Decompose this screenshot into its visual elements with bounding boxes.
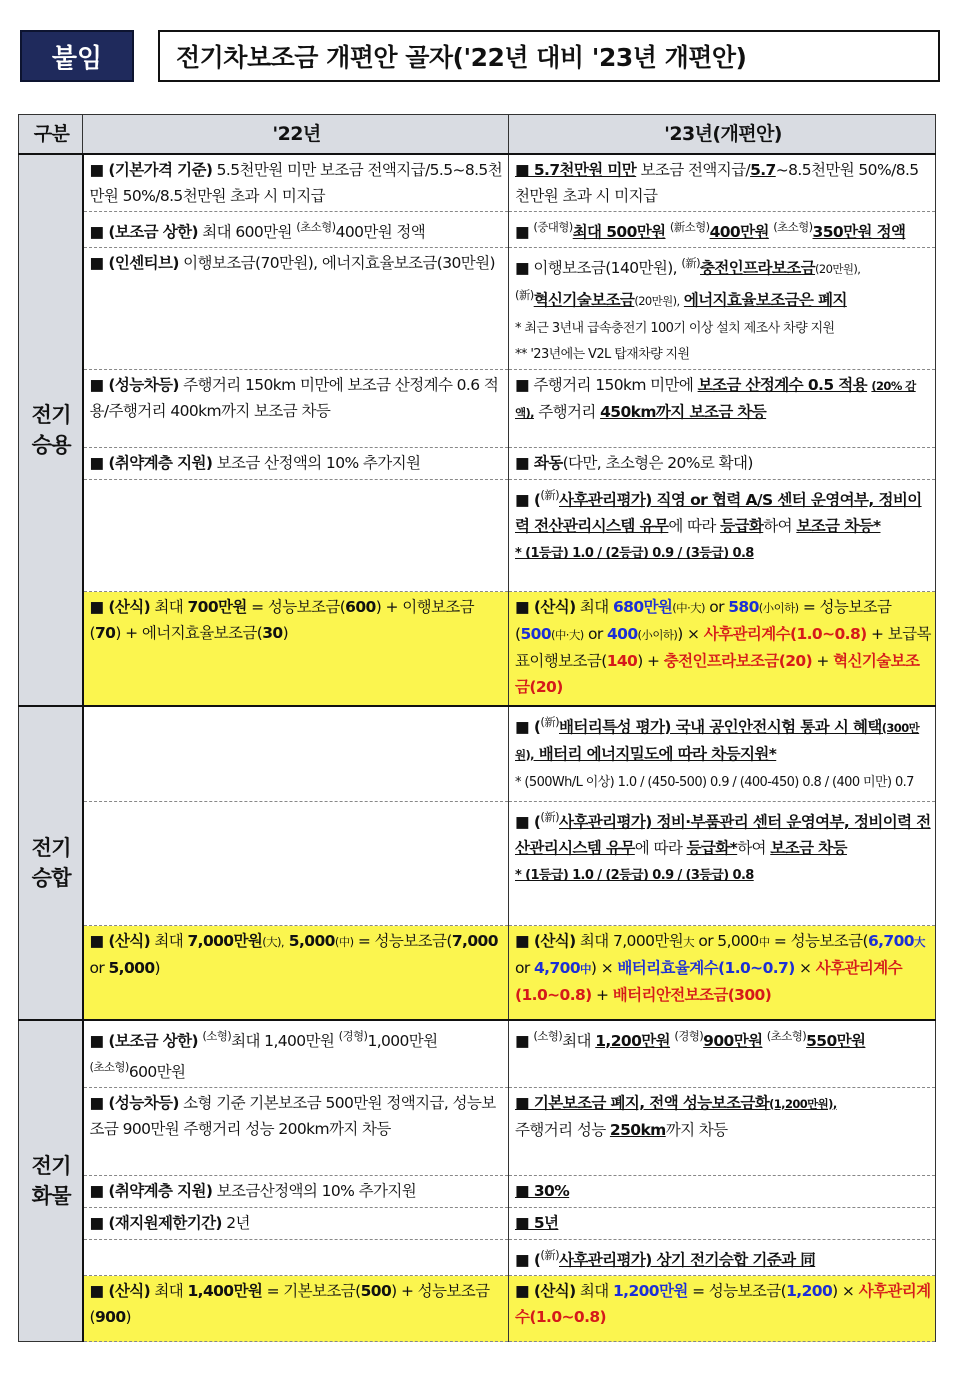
cell-23-vulnerable: ■ 좌동(다만, 초소형은 20%로 확대): [509, 448, 936, 480]
table-row: [19, 1020, 936, 1088]
cell-22-vulnerable: ■ (취약계층 지원) 보조금산정액의 10% 추가지원: [83, 1175, 509, 1207]
cell-22-incentive: ■ (인센티브) 이행보조금(70만원), 에너지효율보조금(30만원): [83, 248, 509, 370]
col-header-2022: '22년: [83, 115, 509, 155]
note-grade: * (1등급) 1.0 / (2등급) 0.9 / (3등급) 0.8: [515, 546, 754, 562]
cell-23-aftercare: ■ ($^{(新)}$사후관리평가) 정비·부품관리 센터 운영여부, 정비이력 전산관리시스템 유무에 따라 등급화*하여 보조금 차등 * (1등급) 1.0 / (2등급) 0.9 / (3등급) 0.8: [509, 802, 936, 926]
subsidy-comparison-table: [18, 114, 936, 1342]
table-row: [19, 448, 936, 480]
table-row: [19, 1175, 936, 1207]
cell-22-formula: ■ (산식) 최대 700만원 = 성능보조금(600) + 이행보조금(70) + 에너지효율보조금(30): [83, 592, 509, 706]
cell-22-formula: ■ (산식) 최대 1,400만원 = 기본보조금(500) + 성능보조금(900): [83, 1276, 509, 1342]
col-header-2023: '23년(개편안): [509, 115, 936, 155]
cell-23-performance: ■ 주행거리 150km 미만에 보조금 산정계수 0.5 적용 (20% 감액), 주행거리 450km까지 보조금 차등: [509, 370, 936, 448]
group-label-truck: 전기 화물: [19, 1020, 83, 1342]
document-header: [20, 30, 940, 84]
col-header-category: 구분: [19, 115, 83, 155]
cell-23-subsidy-cap: ■ $^{(중대형)}$최대 500만원 $^{(新소형)}$400만원 $^{(초소형)}$350만원 정액: [509, 212, 936, 248]
table-row: [19, 1239, 936, 1275]
cell-23-vulnerable: ■ 30%: [509, 1175, 936, 1207]
cell-23-subsidy-cap: ■ $^{(소형)}$최대 1,200만원 $^{(경형)}$900만원 $^{(초소형)}$550만원: [509, 1020, 936, 1088]
cell-23-formula: ■ (산식) 최대 1,200만원 = 성능보조금(1,200) × 사후관리계수(1.0~0.8): [509, 1276, 936, 1342]
cell-23-performance: ■ 기본보조금 폐지, 전액 성능보조금화(1,200만원), 주행거리 성능 250km까지 차등: [509, 1087, 936, 1175]
cell-22-performance: ■ (성능차등) 소형 기준 기본보조금 500만원 정액지급, 성능보조금 900만원 주행거리 성능 200km까지 차등: [83, 1087, 509, 1175]
table-row: [19, 370, 936, 448]
table-row: [19, 802, 936, 926]
group-label-van: 전기 승합: [19, 706, 83, 1020]
cell-23-incentive: ■ 이행보조금(140만원), $^{(新)}$충전인프라보조금(20만원), $^{(新)}$혁신기술보조금(20만원), 에너지효율보조금은 폐지 * 최근 3년내 급속충전기 100기 이상 설치 제조사 차량 지원 ** '23년에는 V2L 탑재차량 지원: [509, 248, 936, 370]
cell-23-formula: ■ (산식) 최대 680만원(中·大) or 580(小이하) = 성능보조금(500(中·大) or 400(小이하)) × 사후관리계수(1.0~0.8) + 보급목표이행보조금(140) + 충전인프라보조금(20) + 혁신기술보조금(20): [509, 592, 936, 706]
cell-22-vulnerable: ■ (취약계층 지원) 보조금 산정액의 10% 추가지원: [83, 448, 509, 480]
cell-23-aftercare: ■ ($^{(新)}$사후관리평가) 상기 전기승합 기준과 同: [509, 1239, 936, 1275]
cell-22-performance: ■ (성능차등) 주행거리 150km 미만에 보조금 산정계수 0.6 적용/주행거리 400km까지 보조금 차등: [83, 370, 509, 448]
table-row: [19, 154, 936, 212]
group-label-passenger: 전기 승용: [19, 154, 83, 706]
table-row: [19, 1087, 936, 1175]
attachment-tag: 붙임: [20, 30, 134, 82]
cell-23-base-price: ■ 5.7천만원 미만 보조금 전액지급/5.7~8.5천만원 50%/8.5천만원 초과 시 미지급: [509, 154, 936, 212]
table-row: [19, 706, 936, 802]
cell-23-formula: ■ (산식) 최대 7,000만원大 or 5,000中 = 성능보조금(6,700大 or 4,700中) × 배터리효율계수(1.0~0.7) × 사후관리계수(1.0~0.8) + 배터리안전보조금(300): [509, 926, 936, 1020]
cell-22-subsidy-cap: ■ (보조금 상한) 최대 600만원 $^{(초소형)}$400만원 정액: [83, 212, 509, 248]
note-energy-density: * (500Wh/L 이상) 1.0 / (450-500) 0.9 / (400-450) 0.8 / (400 미만) 0.7: [515, 774, 914, 790]
cell-22-empty: [83, 706, 509, 802]
cell-23-aftercare: ■ ($^{(新)}$사후관리평가) 직영 or 협력 A/S 센터 운영여부, 정비이력 전산관리시스템 유무에 따라 등급화하여 보조금 차등* * (1등급) 1.0 / (2등급) 0.9 / (3등급) 0.8: [509, 480, 936, 592]
cell-22-empty: [83, 1239, 509, 1275]
cell-22-subsidy-cap: ■ (보조금 상한) $^{(소형)}$최대 1,400만원 $^{(경형)}$1,000만원 $^{(초소형)}$600만원: [83, 1020, 509, 1088]
cell-22-formula: ■ (산식) 최대 7,000만원(大), 5,000(中) = 성능보조금(7,000 or 5,000): [83, 926, 509, 1020]
table-header-row: [19, 115, 936, 155]
document-title: 전기차보조금 개편안 골자('22년 대비 '23년 개편안): [158, 30, 940, 82]
cell-22-empty: [83, 802, 509, 926]
note-v2l: ** '23년에는 V2L 탑재차량 지원: [515, 347, 690, 363]
cell-22-base-price: ■ (기본가격 기준) 5.5천만원 미만 보조금 전액지급/5.5~8.5천만원 50%/8.5천만원 초과 시 미지급: [83, 154, 509, 212]
table-row: [19, 1276, 936, 1342]
cell-23-resubsidy-limit: ■ 5년: [509, 1207, 936, 1239]
cell-23-battery-eval: ■ ($^{(新)}$배터리특성 평가) 국내 공인안전시험 통과 시 혜택(300만원), 배터리 에너지밀도에 따라 차등지원* * (500Wh/L 이상) 1.0 / (450-500) 0.9 / (400-450) 0.8 / (400 미만) 0.7: [509, 706, 936, 802]
cell-22-empty: [83, 480, 509, 592]
cell-22-resubsidy-limit: ■ (재지원제한기간) 2년: [83, 1207, 509, 1239]
table-row: [19, 1207, 936, 1239]
table-row: [19, 212, 936, 248]
note-fast-charger: * 최근 3년내 급속충전기 100기 이상 설치 제조사 차량 지원: [515, 321, 835, 337]
table-row: [19, 592, 936, 706]
note-grade: * (1등급) 1.0 / (2등급) 0.9 / (3등급) 0.8: [515, 868, 754, 884]
table-row: [19, 248, 936, 370]
table-row: [19, 480, 936, 592]
table-row: [19, 926, 936, 1020]
